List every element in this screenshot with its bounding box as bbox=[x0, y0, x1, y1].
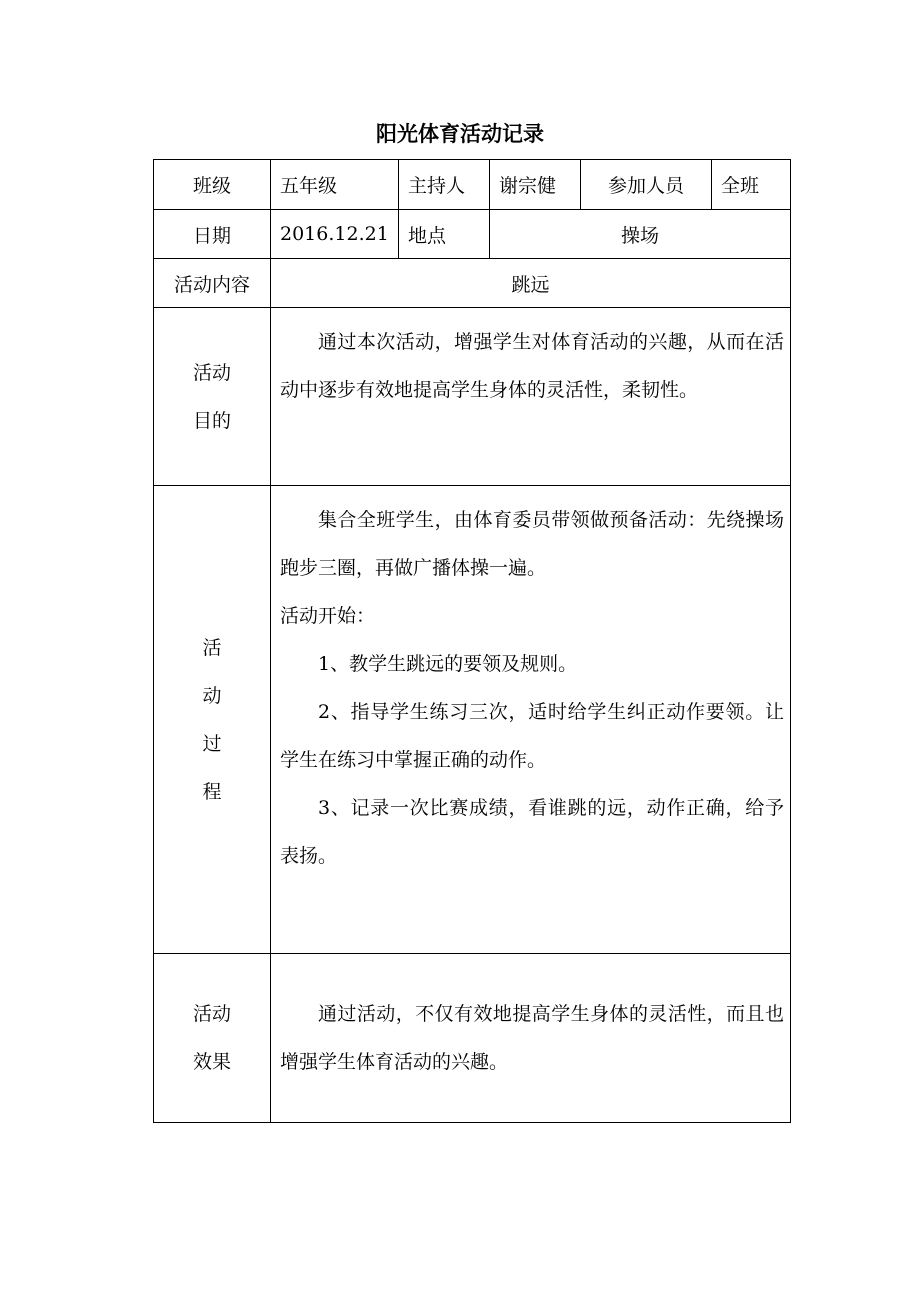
process-paragraph: 2、指导学生练习三次，适时给学生纠正动作要领。让学生在练习中掌握正确的动作。 bbox=[280, 701, 784, 771]
purpose-text-cell bbox=[271, 308, 791, 486]
process-paragraph: 3、记录一次比赛成绩，看谁跳的远，动作正确，给予表扬。 bbox=[280, 797, 784, 867]
content-value: 跳远 bbox=[271, 259, 791, 308]
effect-label-line: 效果 bbox=[192, 1051, 231, 1073]
purpose-text: 通过本次活动，增强学生对体育活动的兴趣，从而在活动中逐步有效地提高学生身体的灵活性，柔韧性。 bbox=[280, 331, 784, 401]
table-row-date bbox=[154, 210, 791, 259]
process-paragraph: 活动开始： bbox=[280, 605, 376, 627]
process-paragraph: 集合全班学生，由体育委员带领做预备活动：先绕操场跑步三圈，再做广播体操一遍。 bbox=[280, 509, 784, 579]
host-label: 主持人 bbox=[399, 160, 490, 210]
date-label: 日期 bbox=[154, 210, 271, 259]
class-label: 班级 bbox=[154, 160, 271, 210]
process-label-char: 过 bbox=[202, 732, 222, 755]
table-row-effect bbox=[154, 954, 791, 1123]
process-label bbox=[154, 486, 271, 954]
host-value: 谢宗健 bbox=[490, 160, 581, 210]
place-value: 操场 bbox=[490, 210, 791, 259]
participants-label: 参加人员 bbox=[581, 160, 712, 210]
effect-text: 通过活动，不仅有效地提高学生身体的灵活性，而且也增强学生体育活动的兴趣。 bbox=[280, 1003, 784, 1073]
place-label: 地点 bbox=[399, 210, 490, 259]
purpose-label-line: 活动 bbox=[192, 361, 231, 384]
date-value: 2016.12.21 bbox=[271, 210, 399, 259]
purpose-label-line: 目的 bbox=[192, 409, 231, 432]
content-label: 活动内容 bbox=[154, 259, 271, 308]
activity-record-table bbox=[153, 159, 791, 1123]
process-label-char: 程 bbox=[202, 780, 222, 803]
process-paragraph: 1、教学生跳远的要领及规则。 bbox=[318, 653, 578, 675]
effect-text-cell bbox=[271, 954, 791, 1123]
table-row-class bbox=[154, 160, 791, 210]
process-label-char: 动 bbox=[202, 684, 222, 707]
page-title: 阳光体育活动记录 bbox=[376, 122, 544, 146]
process-text-cell bbox=[271, 486, 791, 954]
class-value: 五年级 bbox=[271, 160, 399, 210]
effect-label bbox=[154, 954, 271, 1123]
table-row-purpose bbox=[154, 308, 791, 486]
purpose-label bbox=[154, 308, 271, 486]
table-row-content bbox=[154, 259, 791, 308]
effect-label-line: 活动 bbox=[192, 1003, 231, 1025]
table-row-process bbox=[154, 486, 791, 954]
process-label-char: 活 bbox=[202, 636, 222, 659]
participants-value: 全班 bbox=[712, 160, 791, 210]
